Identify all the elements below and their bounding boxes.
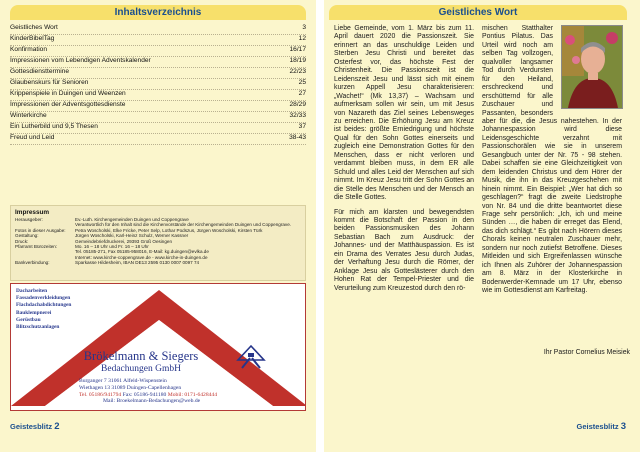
toc-entry-page: 27 <box>298 90 306 97</box>
advert-service-item: Flachdachabdichtungen <box>16 302 72 309</box>
toc-entry[interactable] <box>10 24 306 35</box>
toc-entry-title: Glaubenskurs für Senioren <box>10 79 89 86</box>
toc-entry-title: Ein Lutherbild und 9,5 Thesen <box>10 123 98 130</box>
impressum-value: Mo. 16 – 18 Uhr und Fr. 16 – 18 Uhr <box>75 244 149 250</box>
right-footer <box>577 421 627 432</box>
toc-entry[interactable] <box>10 57 306 68</box>
advert-company-name: Brökelmann & Siegers <box>83 349 199 363</box>
left-page <box>0 0 316 452</box>
right-page <box>324 0 640 452</box>
article-paragraph: mischen Statthalter Pontius Pilatus. Das Urteil wird noch am selben Tag vollzogen, qualvoller langsamer Tod durch Verdursten für den Heiland, erschreckend und erschütternd für alle Zuschauer und Passanten, besonders aber für die, die Jesus nahestehen. In der Johannespassion wird diese Leidensgeschichte verzahnt mit Passionschorälen wie sie in unserem Gesangbuch unter der Nr. 75 - 98 stehen. Dabei schaffen sie eine Gleichzeitigkeit von dem leidenden Christus und dem Hörer der Musik, die ihn in das Kreuzgeschehen mit hinein nimmt. Ein Beispiel: „Wer hat dich so geschlagen?“ fragt die zweite Liedstrophe von Nr. 84 und die dritte beantwortet diese Frage sehr persönlich: „Ich, ich und meine Sünden …, die haben dir erreget das Elend, das dich schlägt.“ Es gibt nach Hörern dieses Chorals keinen neutralen Zuschauer mehr, sondern nur noch zutiefst Betroffene. Dieses Mitleiden und sich Ergreifenlassen wünsche ich Ihnen als Zuhörer der Johannespassion am 8. März in der Klosterkirche in Bodenwerder-Kemnade um 17 Uhr, ebenso wie im Gottesdienst am Karfreitag. <box>482 25 622 295</box>
advert-address-block <box>79 378 217 405</box>
toc-entry[interactable] <box>10 79 306 90</box>
impressum-value: Gemeindebriefdruckerei, 29393 Groß Oesingen <box>75 238 173 244</box>
advert-services-list <box>16 288 71 331</box>
advert-service-item: Bauklempnerei <box>16 309 52 316</box>
article-title: Geistliches Wort <box>438 7 518 18</box>
footer-label: Geistesblitz <box>576 422 619 431</box>
impressum-key: Pfarramt Bürozeiten: <box>15 244 58 250</box>
advert-address-1: Burganger 7 31061 Alfeld-Wispenstein <box>79 378 167 384</box>
toc-entry-page: 28/29 <box>289 101 306 108</box>
toc-entry[interactable] <box>10 46 306 57</box>
toc-entry-title: Krippenspiele in Duingen und Weenzen <box>10 90 126 97</box>
advertisement <box>10 283 306 411</box>
toc-entry-title: Winterkirche <box>10 112 47 119</box>
impressum-key: Druck: <box>15 238 29 244</box>
left-footer <box>10 421 60 432</box>
impressum-key: Bankverbindung: <box>15 260 50 266</box>
impressum-key: Fotos in dieser Ausgabe: <box>15 227 66 233</box>
signature: Ihr Pastor Cornelius Meisiek <box>543 349 630 356</box>
advert-address-2: Wiethagen 13 31089 Duingen-Capellenhagen <box>79 384 182 391</box>
table-of-contents <box>10 24 306 145</box>
advert-service-item: Dacharbeiten <box>16 288 48 294</box>
roofer-logo-icon <box>236 344 266 372</box>
advert-phone: Tel. 05186/941794 <box>79 391 122 398</box>
toc-entry-title: Impressionen der Adventsgottesdienste <box>10 101 126 108</box>
advert-service-item: Blitzschutzanlagen <box>16 324 60 331</box>
advert-contact-line <box>79 392 217 399</box>
toc-entry-page: 16/17 <box>289 46 306 53</box>
toc-entry[interactable] <box>10 90 306 101</box>
article-column-left <box>334 25 474 293</box>
page-number: 2 <box>54 421 60 432</box>
toc-entry-page: 25 <box>298 79 306 86</box>
toc-entry-page: 32/33 <box>289 112 306 119</box>
toc-banner <box>10 5 306 20</box>
toc-entry-page: 22/23 <box>289 68 306 75</box>
toc-entry-page: 3 <box>302 24 306 31</box>
toc-entry[interactable] <box>10 101 306 112</box>
impressum-value: Sparkasse Hildesheim, IBAN DE13 2595 0130 0007 0097 74 <box>75 260 200 266</box>
impressum-box <box>10 205 306 281</box>
article-paragraph: Für mich am klarsten und bewegendsten kommt die Botschaft der Passion in den beiden Passionsmusiken des Johann Sebastian Bach zum Ausdruck: der Johannes- und der Matthäuspassion. Es ist ein Drama des Verrates Jesu durch Judas, der Verhaftung Jesu durch die Römer, der Anklage Jesu als Gotteslästerer durch den Hohen Rat der Tempel-Priester und die Verurteilung zum Kreuzestod durch den rö- <box>334 208 474 292</box>
toc-entry[interactable] <box>10 68 306 79</box>
impressum-value: Jürgen Woscholski, Karl-Heinz Schulz, Werner Kassner <box>75 233 189 239</box>
toc-entry-title: Freud und Leid <box>10 134 55 141</box>
advert-service-item: Fassadenverkleidungen <box>16 295 71 302</box>
page-gutter <box>316 0 324 452</box>
article-paragraph: Liebe Gemeinde, vom 1. März bis zum 11. April dauert 2020 die Passionszeit. Sie erinnert an das unschuldige Leiden und Sterben Jesu Christi und bereitet das Osterfest vor, das höchste Fest der Christenheit. Die Passionszeit ist die Leidenszeit Jesu und lässt sich mit einem kurzen Appell Jesu charakterisieren: „Wachet!“ (Mk 13,37) – Wachsam und aufmerksam sollen wir sein, um mit Jesus von Nazareth das Ziel seines Lebensweges zu erreichen. Die Erhöhung Jesu am Kreuz ist beides: größte Erniedrigung und höchste Qual für den Sohn Gottes einerseits und zugleich eine Demonstration Gottes für den Menschen, dass er nicht verloren und verdammt bleiben muss, in dem ER alle Schuld und alles Leid der Menschen auf sich nimmt. Im Kreuz Jesu tritt der Sohn Gottes an die Stelle des Menschen und der Mensch an die Stelle Gottes. <box>334 25 474 202</box>
toc-entry-page: 12 <box>298 35 306 42</box>
toc-entry-title: Impressionen vom Lebendigen Adventskalender <box>10 57 151 64</box>
impressum-value: Petra Woscholski, Elke Fricke, Peter Selp, Lothar Podszus, Jürgen Woscholski, Kirsten Türk <box>75 227 263 233</box>
impressum-title: Impressum <box>15 209 50 216</box>
toc-title: Inhaltsverzeichnis <box>114 7 202 18</box>
article-banner <box>329 5 627 20</box>
impressum-key: Gestaltung: <box>15 233 39 239</box>
page-number: 3 <box>620 421 626 432</box>
impressum-value: Tel. 05185-271, Fax 05185-958016, E-Mail: kg.duingen@evlka.de <box>75 249 209 255</box>
impressum-value: Verantwortlich für den Inhalt sind die Kirchenvorstände der Kirchengemeinden Duingen und Coppengrave. <box>75 222 292 228</box>
impressum-rows <box>15 217 301 266</box>
toc-entry-title: Geistliches Wort <box>10 24 58 31</box>
pastor-photo <box>561 25 623 109</box>
toc-entry[interactable] <box>10 112 306 123</box>
impressum-value: Ev.-Luth. Kirchengemeinden Duingen und Coppengrave <box>75 217 189 222</box>
toc-entry[interactable] <box>10 134 306 145</box>
impressum-value: Internet: www.kirche-coppengrave.de - www.kirche-in-duingen.de <box>75 254 208 260</box>
advert-mobile: Mobil: 0171-6428444 <box>167 391 218 398</box>
toc-entry-title: KinderBibelTag <box>10 35 55 42</box>
impressum-row <box>15 260 301 265</box>
advert-company-sub: Bedachungen GmbH <box>101 364 181 374</box>
footer-label: Geistesblitz <box>10 422 53 431</box>
toc-entry[interactable] <box>10 123 306 134</box>
toc-entry-title: Konfirmation <box>10 46 48 53</box>
toc-entry[interactable] <box>10 35 306 46</box>
advert-service-item: Gerüstbau <box>16 316 41 323</box>
advert-fax: Fax: 05186-941180 <box>122 391 167 398</box>
toc-entry-title: Gottesdiensttermine <box>10 68 70 75</box>
toc-entry-page: 37 <box>298 123 306 130</box>
toc-entry-page: 18/19 <box>289 57 306 64</box>
pastor-portrait-image <box>562 26 622 108</box>
impressum-key: Herausgeber: <box>15 217 43 222</box>
article-body <box>334 25 632 395</box>
toc-entry-page: 38-43 <box>289 134 306 141</box>
advert-email[interactable]: Mail: Broekelmann-Bedachungen@web.de <box>103 398 201 405</box>
